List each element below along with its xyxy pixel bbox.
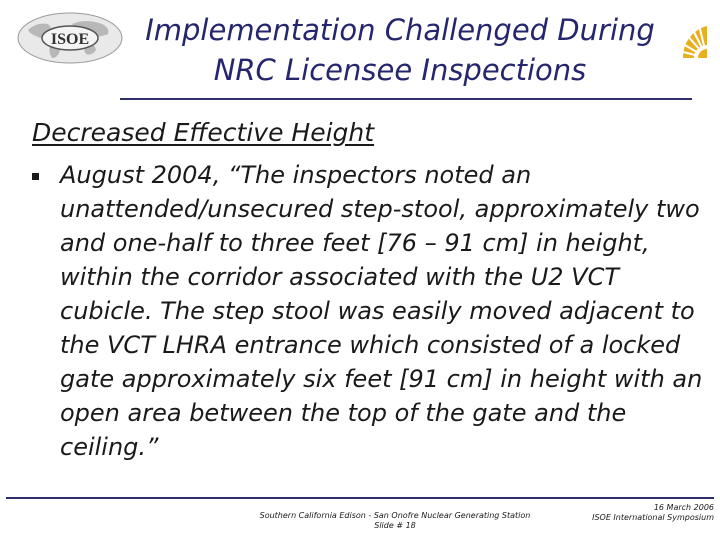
bullet-item (32, 158, 712, 464)
section-heading: Decreased Effective Height (32, 118, 375, 147)
footer-event (544, 503, 714, 523)
footer-event-name: ISOE International Symposium (592, 513, 714, 522)
footer-source-line: Southern California Edison - San Onofre Nuclear Generating Station (259, 511, 531, 520)
title-divider (120, 98, 692, 100)
isoe-globe-logo (14, 10, 126, 66)
footer-divider (6, 497, 714, 499)
square-bullet (32, 173, 39, 180)
footer-source (240, 511, 550, 531)
footer-date: 16 March 2006 (653, 503, 714, 512)
sun-logo-icon (680, 20, 710, 62)
logo-text: ISOE (50, 31, 90, 48)
slide-title (120, 10, 680, 90)
title-line-1: Implementation Challenged During (145, 13, 655, 47)
title-line-2: NRC Licensee Inspections (213, 53, 587, 87)
slide-number: Slide # 18 (374, 521, 416, 530)
bullet-text: August 2004, “The inspectors noted an unattended/unsecured step-stool, approximately two and one-half to three feet [76 – 91 cm] in height, within the corridor associated with the U2 VCT cubicle. The step stool was easily moved adjacent to the VCT LHRA entrance which consisted of a locked gate approximately six feet [91 cm] in height with an open area between the top of the gate and the ceiling.” (60, 161, 703, 461)
